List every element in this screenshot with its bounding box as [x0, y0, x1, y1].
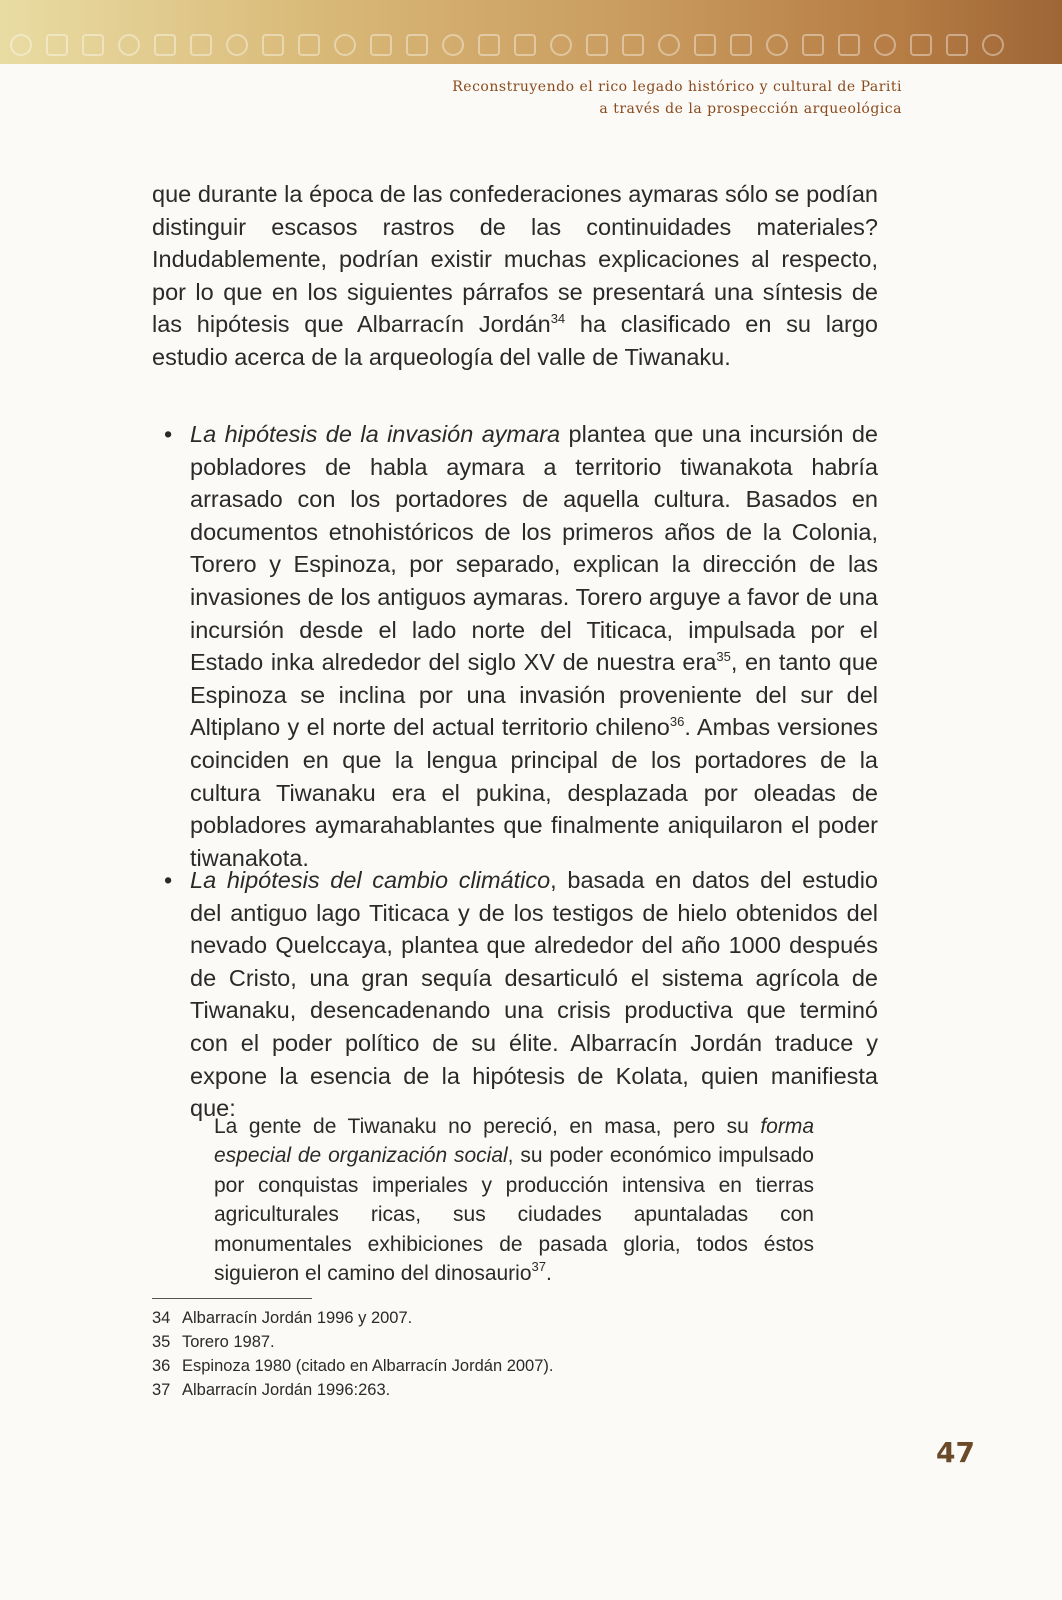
sun-motif-icon [334, 34, 356, 56]
spiral-motif-icon [118, 34, 140, 56]
running-head-line1: Reconstruyendo el rico legado histórico y cultural de Pariti [452, 79, 902, 95]
glyph-motif-icon [586, 34, 608, 56]
glyph-motif-icon [262, 34, 284, 56]
footnote-number: 35 [152, 1333, 171, 1351]
hypothesis-title: La hipótesis del cambio climático [190, 867, 551, 893]
footnote-number: 37 [152, 1381, 171, 1399]
footnote-number: 36 [152, 1357, 171, 1375]
hypothesis-title: La hipótesis de la invasión aymara [190, 421, 561, 447]
footnote-item [152, 1354, 554, 1378]
glyph-motif-icon [514, 34, 536, 56]
decorative-header-banner [0, 0, 1062, 64]
running-head [452, 76, 902, 120]
glyph-motif-icon [406, 34, 428, 56]
glyph-motif-icon [910, 34, 932, 56]
bullet-body: . Ambas versiones coinciden en que la lengua principal de los portadores de la cultura Tiwanaku era el pukina, desplazada por oleadas de pobladores aymarahablantes que finalmente aniquilaron el poder tiwanakota. [190, 714, 878, 871]
footnote-ref-35[interactable]: 35 [716, 649, 731, 665]
footnotes-list [152, 1306, 554, 1402]
bullet-body: , en tanto que Espinoza se inclina por una invasión proveniente del sur del Altiplano y el norte del actual territorio chileno [190, 649, 878, 741]
sun-motif-icon [982, 34, 1004, 56]
footnote-ref-36[interactable]: 36 [669, 714, 685, 730]
footnote-text: Albarracín Jordán 1996 y 2007. [182, 1309, 413, 1327]
glyph-motif-icon [298, 34, 320, 56]
spiral-motif-icon [226, 34, 248, 56]
spiral-motif-icon [442, 34, 464, 56]
quote-text: . [546, 1262, 552, 1286]
sun-motif-icon [550, 34, 572, 56]
glyph-motif-icon [622, 34, 644, 56]
banner-motif-strip [0, 28, 1062, 62]
footnote-text: Torero 1987. [182, 1333, 275, 1351]
glyph-motif-icon [838, 34, 860, 56]
quote-text: , su poder económico impulsado por conquistas imperiales y producción intensiva en tierras agriculturales ricas, sus ciudades apuntaladas con monumentales exhibiciones de pasada gloria, todos éstos siguieron el camino del dinosaurio [214, 1144, 814, 1286]
glyph-motif-icon [478, 34, 500, 56]
bullet-climate-hypothesis [152, 864, 878, 1125]
footnote-text: Espinoza 1980 (citado en Albarracín Jordán 2007). [182, 1357, 554, 1375]
sun-motif-icon [10, 34, 32, 56]
footnote-item [152, 1330, 554, 1354]
glyph-motif-icon [46, 34, 68, 56]
paragraph-text: que durante la época de las confederaciones aymaras sólo se podían distinguir escasos rastros de las continuidades materiales? Indudablemente, podrían existir muchas explicaciones al respecto, por lo que en los siguientes párrafos se presentará una síntesis de las hipótesis que Albarracín Jordán [152, 181, 878, 338]
block-quote [214, 1112, 814, 1288]
glyph-motif-icon [154, 34, 176, 56]
footnote-ref-34[interactable]: 34 [550, 311, 566, 327]
running-head-line2: a través de la prospección arqueológica [599, 101, 902, 117]
bullet-invasion-hypothesis [152, 418, 878, 874]
bullet-body: , basada en datos del estudio del antiguo lago Titicaca y de los testigos de hielo obtenidos del nevado Quelccaya, plantea que alrededor del año 1000 después de Cristo, una gran sequía desarticuló el sistema agrícola de Tiwanaku, desencadenando una crisis productiva que terminó con el poder político de su élite. Albarracín Jordán traduce y expone la esencia de la hipótesis de Kolata, quien manifiesta que: [190, 867, 878, 1122]
glyph-motif-icon [370, 34, 392, 56]
quote-text: La gente de Tiwanaku no pereció, en masa, pero su [214, 1115, 761, 1138]
footnote-ref-37[interactable]: 37 [531, 1259, 546, 1275]
bullet-text [190, 418, 878, 874]
bullet-text [190, 864, 878, 1125]
spiral-motif-icon [658, 34, 680, 56]
bullet-body: plantea que una incursión de pobladores de habla aymara a territorio tiwanakota habría arrasado con los portadores de aquella cultura. Basados en documentos etnohistóricos de los primeros años de la Colonia, Torero y Espinoza, por separado, explican la dirección de las invasiones de los antiguos aymaras. Torero arguye a favor de una incursión desde el lado norte del Titicaca, impulsada por el Estado inka alrededor del siglo XV de nuestra era [190, 421, 878, 676]
page-number: 47 [936, 1436, 975, 1469]
footnote-text: Albarracín Jordán 1996:263. [182, 1381, 391, 1399]
glyph-motif-icon [946, 34, 968, 56]
bullet-marker: • [164, 867, 173, 893]
footnote-number: 34 [152, 1309, 171, 1327]
footnote-item [152, 1378, 554, 1402]
glyph-motif-icon [694, 34, 716, 56]
paragraph-text: ha clasificado en su largo estudio acerca de la arqueología del valle de Tiwanaku. [152, 311, 879, 370]
glyph-motif-icon [190, 34, 212, 56]
footnote-divider [152, 1298, 312, 1299]
footnote-item [152, 1306, 554, 1330]
bullet-marker: • [164, 421, 173, 447]
intro-paragraph [152, 178, 878, 374]
glyph-motif-icon [802, 34, 824, 56]
spiral-motif-icon [874, 34, 896, 56]
sun-motif-icon [766, 34, 788, 56]
glyph-motif-icon [730, 34, 752, 56]
quote-italic: forma especial de organización social [214, 1115, 814, 1168]
glyph-motif-icon [82, 34, 104, 56]
